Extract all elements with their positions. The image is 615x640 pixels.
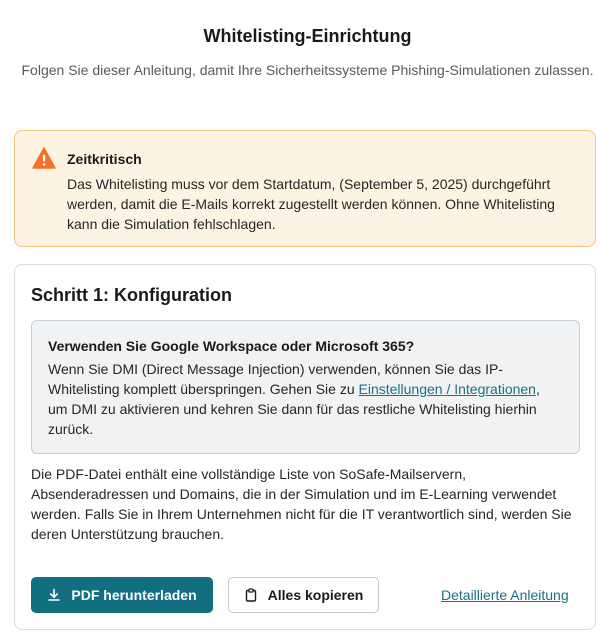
page-subtitle: Folgen Sie dieser Anleitung, damit Ihre Sicherheitssysteme Phishing-Simulationen zulassen.: [21, 62, 594, 78]
warning-triangle-icon: [32, 147, 56, 169]
step-title: Schritt 1: Konfiguration: [31, 285, 232, 305]
info-box-title: Verwenden Sie Google Workspace oder Microsoft 365?: [48, 338, 415, 354]
copy-all-label: Alles kopieren: [267, 587, 364, 603]
download-icon: [47, 588, 61, 602]
step-description: Die PDF-Datei enthält eine vollständige Liste von SoSafe-Mailservern, Absenderadressen und Domains, die in der Simulation und im E-Learning verwendet werden. Falls Sie in Ihrem Unternehmen nicht für die IT verantwortlich sind, werden Sie deren Unterstützung brauchen.: [31, 466, 572, 542]
alert-text: Das Whitelisting muss vor dem Startdatum, (September 5, 2025) durchgeführt werden, damit die E-Mails korrekt zugestellt werden können. Ohne Whitelisting kann die Simulation fehlschlagen.: [67, 176, 555, 232]
dmi-info-box: [31, 320, 580, 454]
copy-all-button[interactable]: [228, 577, 379, 613]
download-pdf-button[interactable]: [31, 577, 213, 613]
info-text-before: Wenn Sie DMI (Direct Message Injection) verwenden, können Sie das IP-Whitelisting komplett überspringen. Gehen Sie zu: [48, 361, 503, 397]
info-text-after: , um DMI zu aktivieren und kehren Sie dann für das restliche Whitelisting hierhin zurück.: [48, 381, 540, 437]
time-critical-alert: [14, 130, 596, 247]
page-title: Whitelisting-Einrichtung: [203, 26, 412, 46]
info-box-text: [48, 359, 563, 439]
alert-title: Zeitkritisch: [67, 151, 142, 167]
settings-integrations-link[interactable]: Einstellungen / Integrationen: [358, 381, 536, 397]
clipboard-icon: [244, 588, 258, 602]
step-card: [14, 264, 596, 630]
detailed-guide-link[interactable]: Detaillierte Anleitung: [441, 587, 569, 603]
download-pdf-label: PDF herunterladen: [71, 587, 197, 603]
